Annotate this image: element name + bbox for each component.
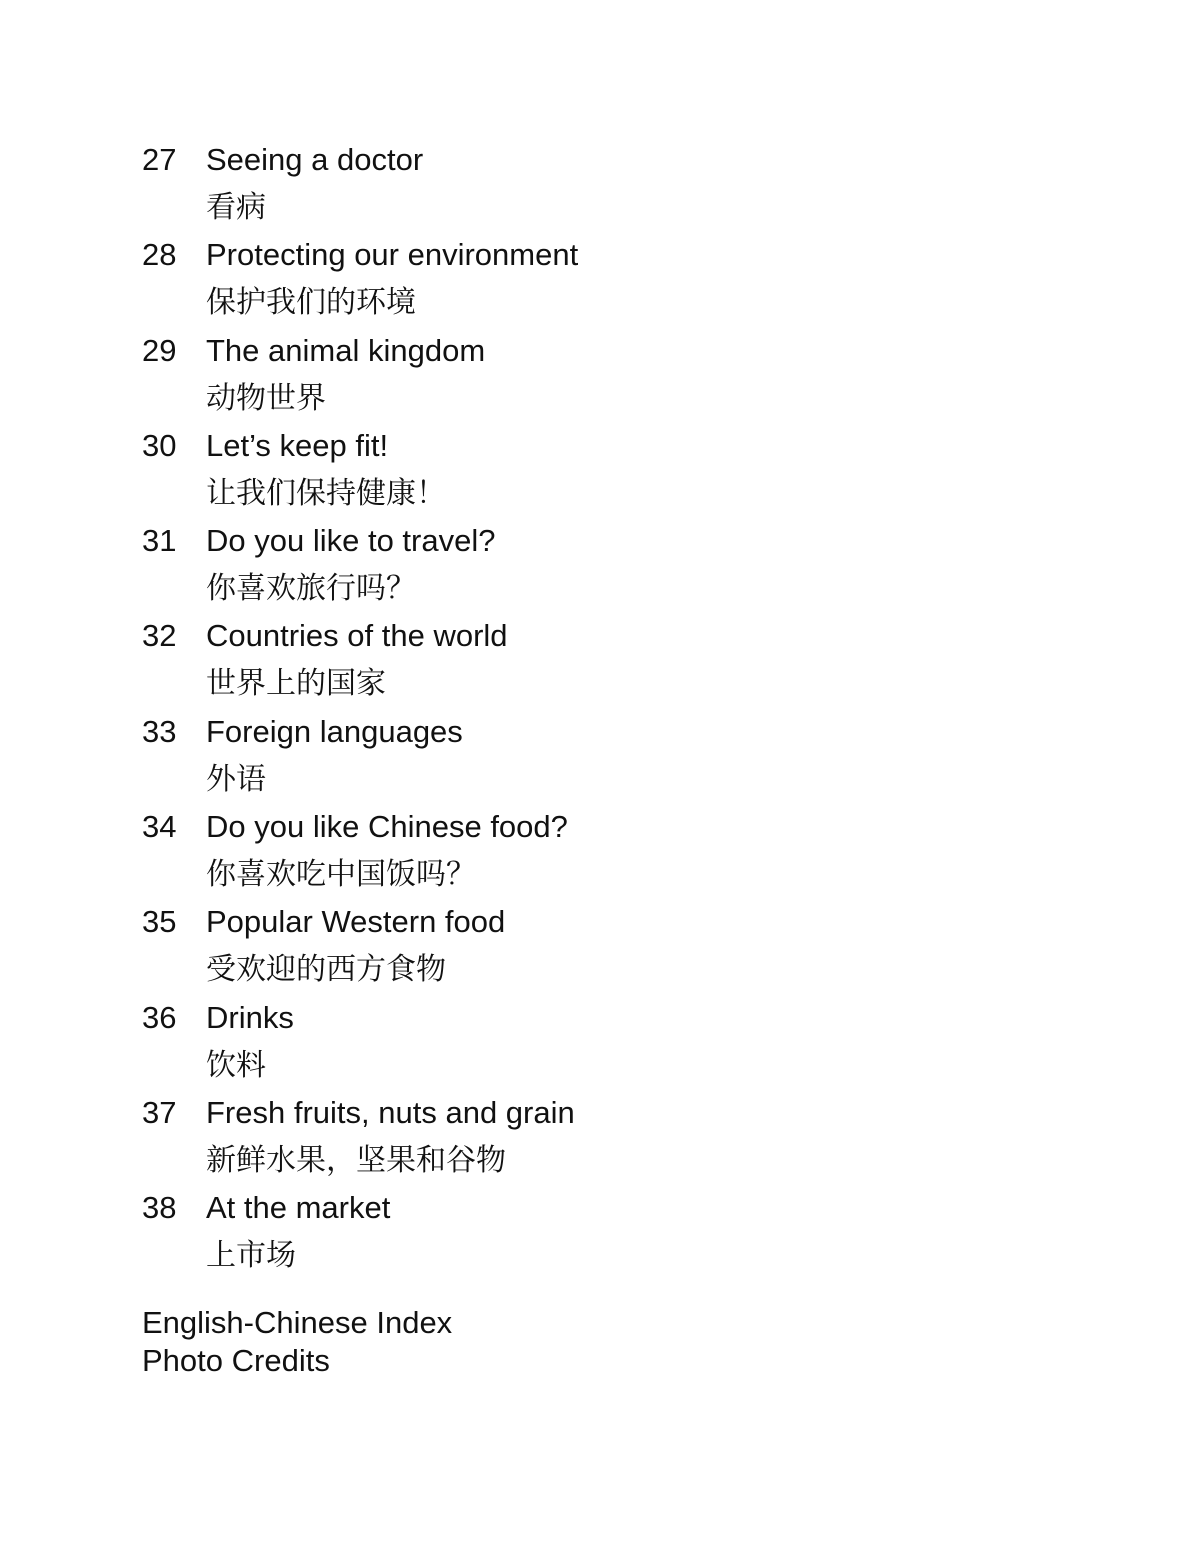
chapter-title-english: Fresh fruits, nuts and grain [206,1094,575,1130]
toc-entry [142,329,1042,424]
chapter-number: 37 [142,1094,177,1130]
photo-credits-entry: Photo Credits [142,1343,330,1378]
chapter-title-chinese: 上市场 [206,1238,296,1274]
chapter-title-chinese: 饮料 [206,1047,266,1083]
toc-entry [142,519,1042,614]
chapter-number: 30 [142,427,177,463]
chapter-title-chinese: 你喜欢旅行吗？ [206,571,416,607]
chapter-title-english: Do you like to travel? [206,523,496,559]
chapter-title-chinese: 动物世界 [206,380,326,416]
chapter-title-english: The animal kingdom [206,332,486,368]
toc-entry [142,996,1042,1091]
chapter-number: 33 [142,713,177,749]
index-entry: English-Chinese Index [142,1305,453,1340]
chapter-title-english: Drinks [206,999,294,1035]
table-of-contents [142,138,1042,1282]
toc-entry [142,1091,1042,1186]
chapter-title-english: Seeing a doctor [206,142,424,177]
chapter-title-english: Let’s keep fit! [206,427,389,463]
chapter-title-chinese: 让我们保持健康！ [206,475,446,511]
toc-entry [142,424,1042,519]
toc-entry [142,1186,1042,1281]
chapter-title-chinese: 你喜欢吃中国饭吗？ [206,857,476,893]
toc-entry [142,900,1042,995]
chapter-title-chinese: 保护我们的环境 [206,285,416,321]
chapter-title-chinese: 世界上的国家 [206,666,386,702]
toc-entry [142,233,1042,328]
chapter-title-english: Foreign languages [206,713,463,749]
chapter-number: 29 [142,332,177,368]
chapter-number: 38 [142,1190,177,1226]
chapter-number: 31 [142,523,177,559]
chapter-number: 28 [142,237,177,273]
chapter-title-chinese: 看病 [206,190,266,225]
chapter-number: 32 [142,618,177,654]
chapter-title-english: Countries of the world [206,618,508,654]
chapter-title-chinese: 受欢迎的西方食物 [206,952,446,988]
toc-entry [142,805,1042,900]
toc-entry [142,614,1042,709]
back-matter [142,1304,452,1380]
chapter-title-chinese: 新鲜水果，坚果和谷物 [206,1142,506,1178]
toc-entry [142,710,1042,805]
chapter-number: 35 [142,904,177,940]
chapter-title-english: Do you like Chinese food? [206,809,568,845]
chapter-title-english: Popular Western food [206,904,506,940]
chapter-title-english: At the market [206,1190,391,1226]
chapter-title-english: Protecting our environment [206,237,579,273]
chapter-number: 27 [142,142,177,177]
chapter-title-chinese: 外语 [206,761,266,797]
chapter-number: 34 [142,809,177,845]
chapter-number: 36 [142,999,177,1035]
toc-entry [142,138,1042,233]
